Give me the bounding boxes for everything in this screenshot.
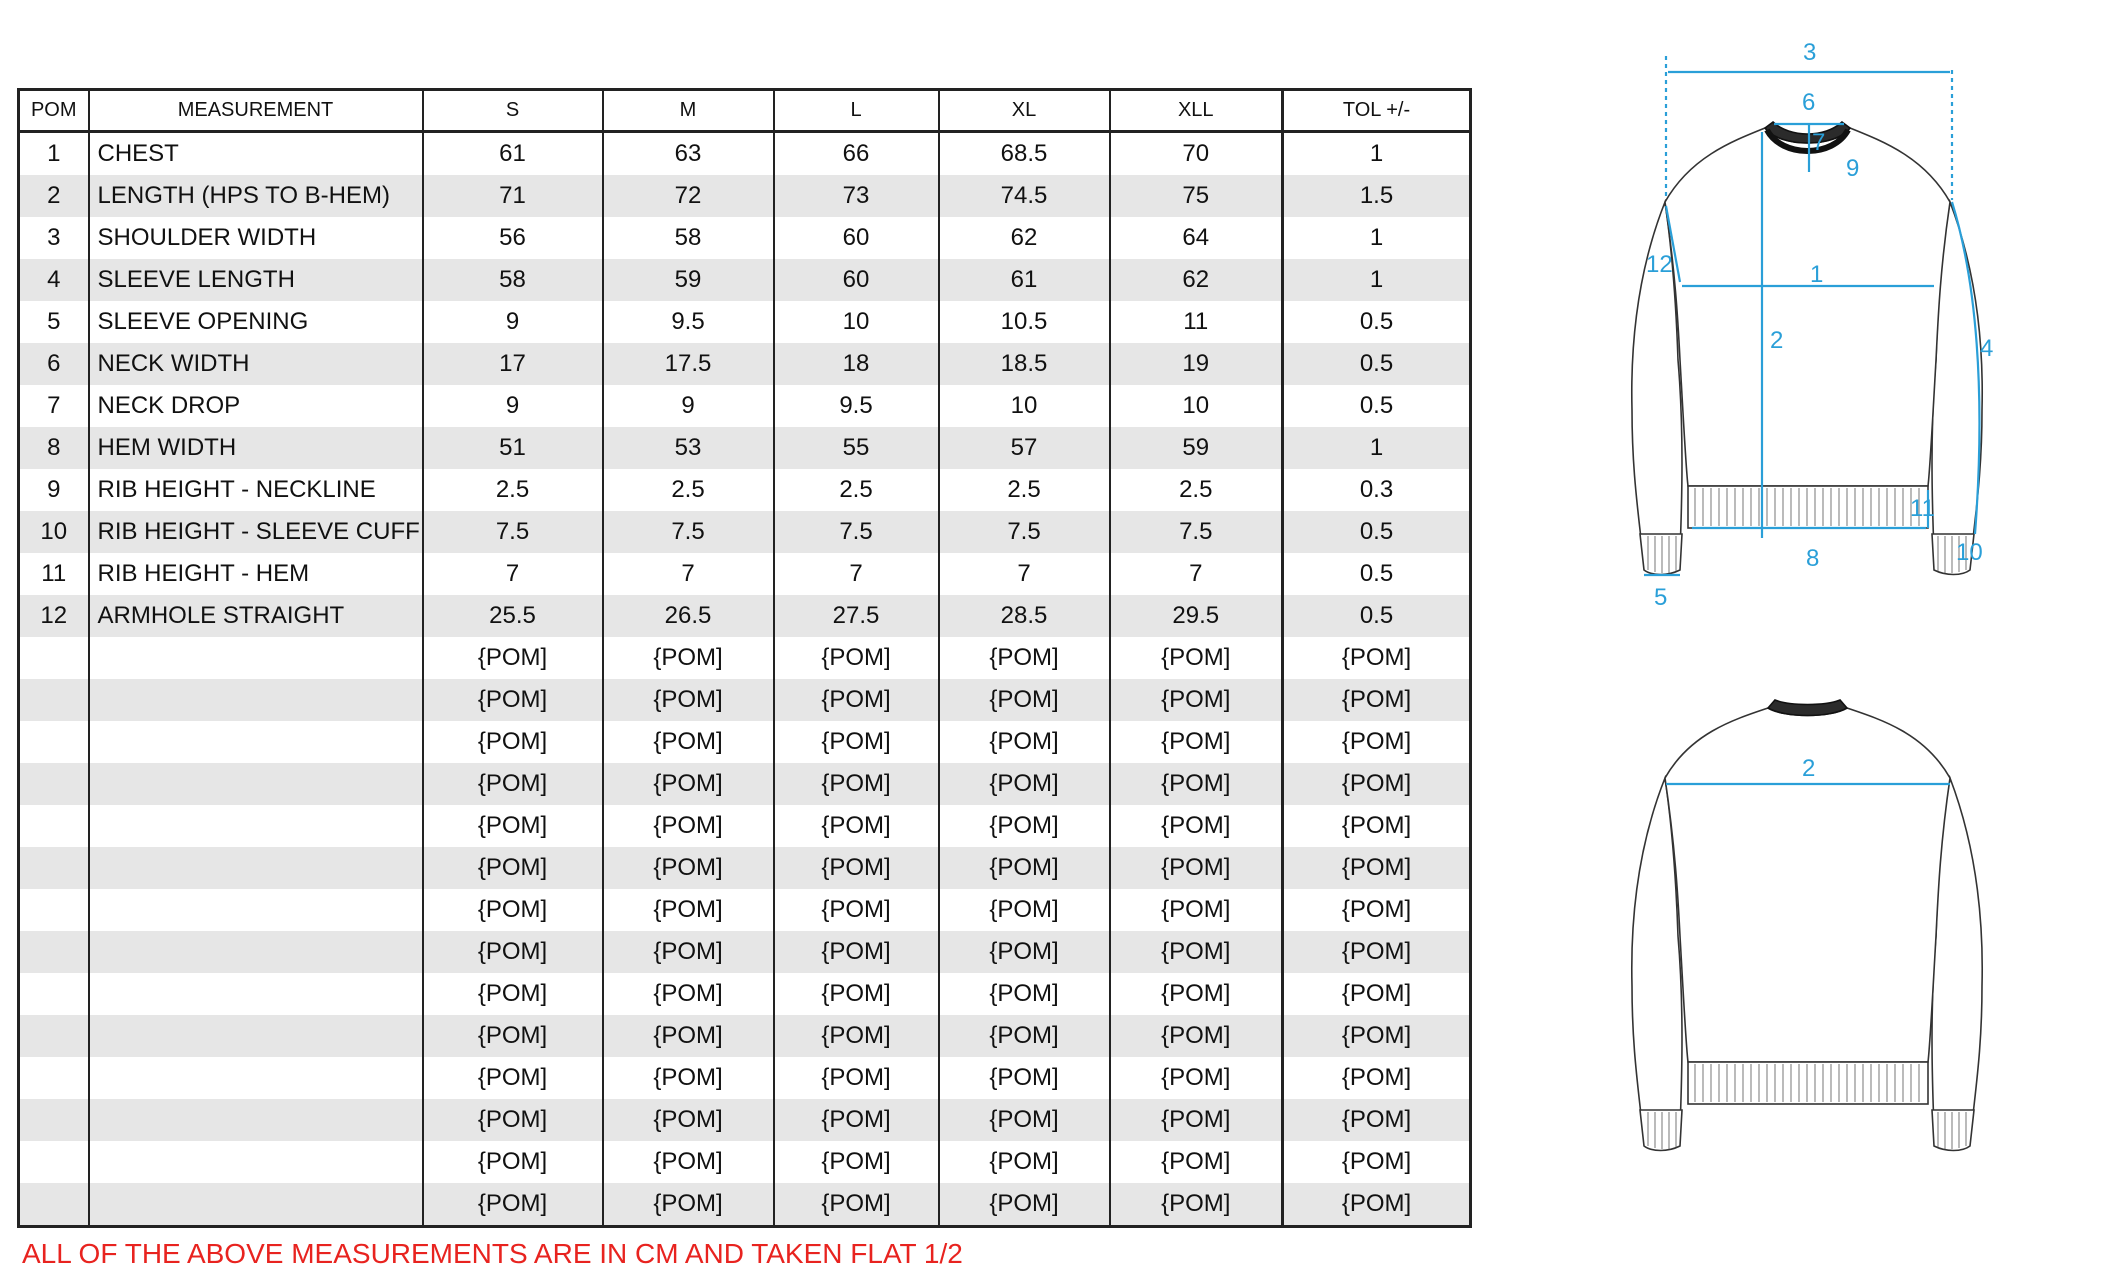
cell-tol: 1 [1369,140,1384,167]
cell-m: 7.5 [603,511,774,553]
dim-label-7: 7 [1812,129,1826,156]
cell-m: {POM] [603,1099,774,1141]
cell-measurement [89,763,423,805]
cell-xl: {POM] [939,1015,1110,1057]
table-row [19,259,1471,301]
table-row [19,679,1471,721]
cell-m: {POM] [603,721,774,763]
header-pom: POM [19,90,89,132]
cell-measurement [89,889,423,931]
cell-l: {POM] [774,889,939,931]
front-hem-rib [1688,486,1928,528]
cell-xll: 11 [1110,301,1283,343]
cell-measurement [89,1099,423,1141]
cell-m: {POM] [603,1015,774,1057]
table-row [19,763,1471,805]
table-row [19,805,1471,847]
cell-xl: {POM] [939,1057,1110,1099]
cell-s: 61 [423,132,603,176]
garment-sketches [1620,30,2090,1160]
back-hem-rib [1688,1062,1928,1104]
cell-tol: {POM] [1341,812,1412,839]
cell-pom [19,1057,89,1099]
cell-tol: {POM] [1341,980,1412,1007]
cell-measurement [89,931,423,973]
cell-pom: 3 [19,217,89,259]
table-row [19,595,1471,637]
front-body [1665,128,1950,486]
cell-tol: {POM] [1283,931,1471,973]
cell-xll: 7.5 [1110,511,1283,553]
cell-xl: 10 [939,385,1110,427]
cell-s: 25.5 [423,595,603,637]
table-row [19,385,1471,427]
dim-label-1: 1 [1810,261,1824,288]
cell-xll: {POM] [1110,1183,1283,1227]
cell-xll: {POM] [1110,1015,1283,1057]
cell-s: 2.5 [423,469,603,511]
cell-xl: 7.5 [939,511,1110,553]
cell-xll: {POM] [1110,721,1283,763]
cell-l: 27.5 [774,595,939,637]
cell-tol: 1 [1283,259,1471,301]
cell-s: 17 [423,343,603,385]
cell-pom: 6 [19,343,89,385]
cell-tol: 0.5 [1359,392,1394,419]
cell-xl: 7 [939,553,1110,595]
cell-m: 2.5 [603,469,774,511]
cell-measurement: SLEEVE LENGTH [89,259,423,301]
cell-s: 56 [423,217,603,259]
table-row [19,217,1471,259]
cell-measurement: SLEEVE OPENING [89,301,423,343]
cell-l: 60 [774,217,939,259]
cell-pom: 2 [19,175,89,217]
table-row [19,1057,1471,1099]
cell-pom: 8 [19,427,89,469]
cell-l: 18 [774,343,939,385]
cell-s: {POM] [423,1183,603,1227]
cell-tol: 1 [1283,427,1471,469]
cell-xl: {POM] [939,1099,1110,1141]
cell-s: 71 [423,175,603,217]
table-row [19,469,1471,511]
dim-label-8: 8 [1806,545,1820,572]
cell-tol: 0.5 [1359,560,1394,587]
cell-xl: {POM] [939,763,1110,805]
cell-pom [19,763,89,805]
cell-s: {POM] [423,1141,603,1183]
cell-tol: {POM] [1341,1064,1412,1091]
cell-measurement: LENGTH (HPS TO B-HEM) [89,175,423,217]
cell-measurement [89,1015,423,1057]
cell-tol: {POM] [1341,644,1412,671]
cell-m: 7 [603,553,774,595]
cell-pom [19,847,89,889]
cell-tol: {POM] [1283,847,1471,889]
table-row [19,637,1471,679]
cell-pom [19,931,89,973]
dim-label-5: 5 [1654,584,1668,611]
cell-measurement: SHOULDER WIDTH [89,217,423,259]
cell-l: 2.5 [774,469,939,511]
cell-measurement: NECK WIDTH [89,343,423,385]
cell-tol: 1 [1369,224,1384,251]
cell-tol: {POM] [1341,1148,1412,1175]
cell-l: {POM] [774,1099,939,1141]
cell-xl: {POM] [939,805,1110,847]
cell-tol: 0.5 [1359,308,1394,335]
cell-s: {POM] [423,889,603,931]
table-row [19,343,1471,385]
cell-tol: 0.5 [1283,511,1471,553]
cell-xll: {POM] [1110,1057,1283,1099]
cell-tol: {POM] [1283,763,1471,805]
cell-xl: 57 [939,427,1110,469]
cell-m: 17.5 [603,343,774,385]
cell-xl: {POM] [939,889,1110,931]
cell-xll: {POM] [1110,637,1283,679]
cell-l: {POM] [774,763,939,805]
cell-xll: 7 [1110,553,1283,595]
cell-xll: 64 [1110,217,1283,259]
cell-s: {POM] [423,973,603,1015]
table-row [19,721,1471,763]
cell-xll: {POM] [1110,847,1283,889]
cell-measurement [89,805,423,847]
cell-xl: 62 [939,217,1110,259]
cell-xl: {POM] [939,1141,1110,1183]
cell-pom: 9 [19,469,89,511]
cell-l: 60 [774,259,939,301]
cell-xl: 74.5 [939,175,1110,217]
cell-s: {POM] [423,679,603,721]
cell-xl: 2.5 [939,469,1110,511]
cell-l: {POM] [774,805,939,847]
cell-pom [19,1141,89,1183]
cell-xll: {POM] [1110,1141,1283,1183]
table-header-row [19,90,1471,132]
cell-m: 59 [603,259,774,301]
table-row [19,889,1471,931]
cell-xl: {POM] [939,637,1110,679]
table-body [19,132,1471,1227]
cell-m: {POM] [603,679,774,721]
dim-label-12: 12 [1646,251,1673,278]
cell-m: {POM] [603,931,774,973]
cell-l: {POM] [774,973,939,1015]
table-row [19,973,1471,1015]
header-measurement: MEASUREMENT [89,90,423,132]
dim-label-4: 4 [1980,335,1994,362]
cell-measurement [89,679,423,721]
dim-label-3: 3 [1803,39,1817,66]
header-tolerance: TOL +/- [1283,90,1471,132]
cell-s: 7.5 [423,511,603,553]
cell-pom [19,889,89,931]
cell-xll: {POM] [1110,931,1283,973]
cell-measurement: CHEST [89,132,423,176]
table-row [19,847,1471,889]
cell-measurement: RIB HEIGHT - SLEEVE CUFF [89,511,423,553]
cell-m: {POM] [603,847,774,889]
header-size-l: L [774,90,939,132]
table-row [19,931,1471,973]
cell-l: 73 [774,175,939,217]
cell-pom [19,973,89,1015]
dim-label-2: 2 [1770,327,1784,354]
cell-l: {POM] [774,847,939,889]
cell-xll: {POM] [1110,679,1283,721]
cell-tol: 0.5 [1283,343,1471,385]
cell-pom [19,637,89,679]
dim-label-6: 6 [1802,89,1816,116]
cell-measurement: RIB HEIGHT - NECKLINE [89,469,423,511]
back-neck-rib [1768,700,1847,716]
table-row [19,511,1471,553]
cell-measurement [89,847,423,889]
cell-xl: {POM] [939,721,1110,763]
table-row [19,1141,1471,1183]
cell-s: {POM] [423,763,603,805]
cell-xl: {POM] [939,847,1110,889]
cell-pom: 12 [19,595,89,637]
cell-s: {POM] [423,1015,603,1057]
cell-l: {POM] [774,931,939,973]
cell-m: {POM] [603,1057,774,1099]
cell-m: 58 [603,217,774,259]
cell-pom: 10 [19,511,89,553]
cell-s: {POM] [423,931,603,973]
cell-measurement [89,721,423,763]
cell-m: {POM] [603,1183,774,1227]
back-dim-label-2: 2 [1802,755,1816,782]
table-row [19,1183,1471,1227]
dim-label-11: 11 [1910,495,1935,522]
cell-l: {POM] [774,1183,939,1227]
cell-tol: {POM] [1283,1183,1471,1227]
cell-m: 9 [603,385,774,427]
cell-pom: 7 [19,385,89,427]
table-row [19,1015,1471,1057]
cell-tol: {POM] [1283,1015,1471,1057]
cell-l: {POM] [774,721,939,763]
cell-pom: 1 [19,132,89,176]
cell-xll: {POM] [1110,805,1283,847]
table-row [19,1099,1471,1141]
cell-tol: 0.5 [1283,595,1471,637]
cell-pom [19,1183,89,1227]
table-row [19,301,1471,343]
cell-measurement [89,637,423,679]
cell-tol: {POM] [1283,1099,1471,1141]
cell-xl: 10.5 [939,301,1110,343]
cell-measurement [89,973,423,1015]
cell-xl: {POM] [939,931,1110,973]
cell-pom: 4 [19,259,89,301]
cell-xl: {POM] [939,679,1110,721]
cell-m: 9.5 [603,301,774,343]
measurement-footnote: ALL OF THE ABOVE MEASUREMENTS ARE IN CM AND TAKEN FLAT 1/2 [22,1238,963,1269]
cell-s: {POM] [423,805,603,847]
cell-s: {POM] [423,847,603,889]
cell-m: {POM] [603,889,774,931]
cell-m: {POM] [603,763,774,805]
cell-measurement [89,1183,423,1227]
dim-label-10: 10 [1956,539,1983,566]
table-row [19,132,1471,176]
header-size-s: S [423,90,603,132]
cell-pom [19,1015,89,1057]
cell-xll: 29.5 [1110,595,1283,637]
cell-tol: 0.3 [1359,476,1394,503]
cell-l: 9.5 [774,385,939,427]
cell-l: {POM] [774,1057,939,1099]
cell-m: 26.5 [603,595,774,637]
cell-xll: 2.5 [1110,469,1283,511]
cell-l: {POM] [774,1141,939,1183]
cell-l: 55 [774,427,939,469]
cell-xll: {POM] [1110,763,1283,805]
cell-m: {POM] [603,637,774,679]
cell-pom [19,679,89,721]
cell-measurement: ARMHOLE STRAIGHT [89,595,423,637]
cell-pom [19,721,89,763]
cell-s: 51 [423,427,603,469]
back-cuff-rib-lines [1648,1112,1966,1149]
header-size-xll: XLL [1110,90,1283,132]
cell-xll: 10 [1110,385,1283,427]
cell-xl: {POM] [939,973,1110,1015]
cell-l: 66 [774,132,939,176]
cell-xll: 75 [1110,175,1283,217]
cell-l: {POM] [774,637,939,679]
cell-pom [19,805,89,847]
cell-xll: 62 [1110,259,1283,301]
cell-l: {POM] [774,1015,939,1057]
cell-s: 58 [423,259,603,301]
table-row [19,427,1471,469]
cell-measurement: HEM WIDTH [89,427,423,469]
cell-tol: {POM] [1283,679,1471,721]
cell-xll: 59 [1110,427,1283,469]
cell-measurement: NECK DROP [89,385,423,427]
cell-xl: {POM] [939,1183,1110,1227]
cell-l: {POM] [774,679,939,721]
cell-tol: {POM] [1341,728,1412,755]
cell-l: 7.5 [774,511,939,553]
cell-m: {POM] [603,1141,774,1183]
measurement-spec-table [17,88,1472,1228]
cell-xl: 18.5 [939,343,1110,385]
cell-l: 7 [774,553,939,595]
cell-s: {POM] [423,637,603,679]
cell-m: 53 [603,427,774,469]
cell-xll: {POM] [1110,973,1283,1015]
cell-pom [19,1099,89,1141]
cell-pom: 11 [19,553,89,595]
cell-xll: {POM] [1110,1099,1283,1141]
cell-m: {POM] [603,805,774,847]
cell-xll: {POM] [1110,889,1283,931]
cell-measurement [89,1141,423,1183]
cell-s: 7 [423,553,603,595]
cell-xl: 61 [939,259,1110,301]
cell-s: 9 [423,385,603,427]
cell-xl: 28.5 [939,595,1110,637]
cell-l: 10 [774,301,939,343]
cell-tol: 1.5 [1283,175,1471,217]
table-row [19,553,1471,595]
cell-m: 72 [603,175,774,217]
cell-m: {POM] [603,973,774,1015]
cell-tol: {POM] [1341,896,1412,923]
cell-xll: 70 [1110,132,1283,176]
header-size-m: M [603,90,774,132]
cell-m: 63 [603,132,774,176]
cell-pom: 5 [19,301,89,343]
cell-s: {POM] [423,1057,603,1099]
cell-s: {POM] [423,721,603,763]
header-size-xl: XL [939,90,1110,132]
cell-xll: 19 [1110,343,1283,385]
cell-s: {POM] [423,1099,603,1141]
cell-xl: 68.5 [939,132,1110,176]
dim-label-9: 9 [1846,155,1860,182]
cell-s: 9 [423,301,603,343]
cell-measurement: RIB HEIGHT - HEM [89,553,423,595]
cell-measurement [89,1057,423,1099]
table-row [19,175,1471,217]
